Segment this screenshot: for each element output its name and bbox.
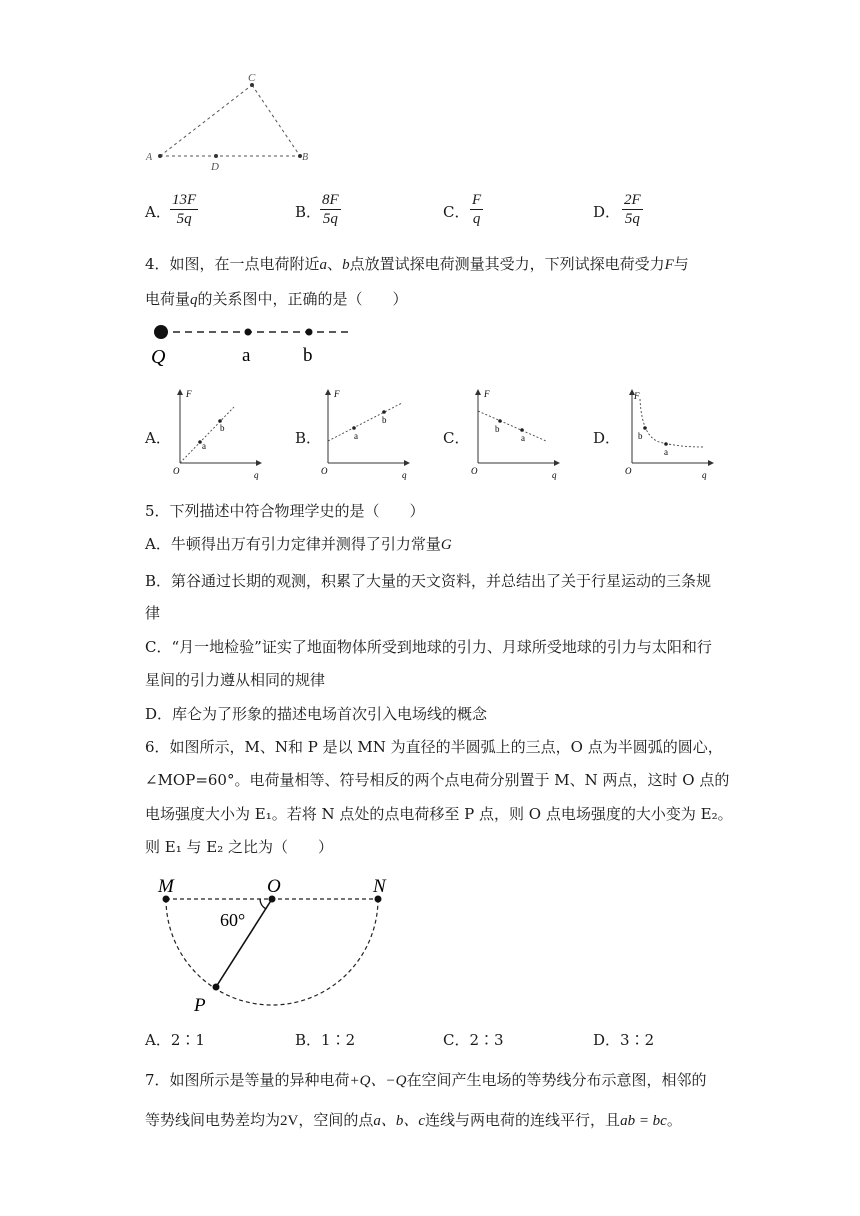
q6-stem-line4: 则 E₁ 与 E₂ 之比为（ ） xyxy=(145,838,333,856)
q5-option-c-line1: C．“月一地检验”证实了地面物体所受到地球的引力、月球所受地球的引力与太阳和行 xyxy=(145,638,712,656)
svg-text:a: a xyxy=(202,441,206,451)
q5-stem: 5．下列描述中符合物理学史的是（ ） xyxy=(145,502,425,520)
svg-text:q: q xyxy=(402,470,407,480)
q6-stem-line2: ∠MOP=60°。电荷量相等、符号相反的两个点电荷分别置于 M、N 两点，这时 O 点的 xyxy=(145,771,730,789)
q4-stem-line2: 电荷量q的关系图中，正确的是（ ） xyxy=(145,290,408,308)
svg-text:O: O xyxy=(471,466,478,476)
svg-text:F: F xyxy=(186,389,192,399)
q4-option-d: D． xyxy=(593,429,621,447)
svg-text:O: O xyxy=(173,466,180,476)
charge-q-label: Q xyxy=(151,346,166,368)
svg-text:a: a xyxy=(521,433,525,443)
q5-option-c-line2: 星间的引力遵从相同的规律 xyxy=(145,671,326,689)
q6-option-d: D．3∶2 xyxy=(593,1031,655,1049)
charge-line-figure xyxy=(145,318,365,368)
svg-text:O: O xyxy=(321,466,328,476)
charge-q-dot xyxy=(154,325,168,339)
svg-text:a: a xyxy=(664,447,668,457)
label-p: P xyxy=(194,995,206,1016)
graph-d xyxy=(620,385,720,485)
q4-option-a: A． xyxy=(145,429,171,447)
graph-a xyxy=(168,385,268,485)
charge-a-dot xyxy=(245,329,252,336)
q3-option-a-fraction: $\frac{13F}{5q}$ xyxy=(172,192,197,227)
svg-text:q: q xyxy=(552,470,557,480)
label-n: N xyxy=(373,876,386,897)
q5-option-b-line1: B．第谷通过长期的观测，积累了大量的天文资料，并总结出了关于行星运动的三条规 xyxy=(145,572,712,590)
q4-option-b: B． xyxy=(295,429,322,447)
svg-text:O: O xyxy=(625,466,632,476)
label-o: O xyxy=(267,876,281,897)
charge-b-label: b xyxy=(303,345,313,366)
q3-option-c-fraction: $\frac{F}{q}$ xyxy=(472,192,482,227)
q3-option-b-fraction: $\frac{8F}{5q}$ xyxy=(322,192,339,227)
label-b: B xyxy=(302,152,309,163)
angle-label: 60° xyxy=(220,910,246,930)
label-m: M xyxy=(158,876,174,897)
label-d: D xyxy=(211,161,219,173)
q5-option-a: A．牛顿得出万有引力定律并测得了引力常量G xyxy=(145,535,452,553)
label-a: A xyxy=(146,152,153,163)
svg-text:F: F xyxy=(484,389,490,399)
q5-option-b-line2: 律 xyxy=(145,604,161,622)
charge-b-dot xyxy=(306,329,313,336)
q5-option-d: D．库仑为了形象的描述电场首次引入电场线的概念 xyxy=(145,705,488,723)
q6-stem-line3: 电场强度大小为 E₁。若将 N 点处的点电荷移至 P 点，则 O 点电场强度的大小变为 E₂。 xyxy=(145,805,733,823)
triangle-figure xyxy=(140,70,330,180)
q4-option-c: C． xyxy=(443,429,470,447)
svg-text:a: a xyxy=(354,431,358,441)
svg-text:b: b xyxy=(638,431,643,441)
q3-option-a-letter: A． xyxy=(145,203,171,221)
svg-text:F: F xyxy=(634,391,640,401)
q3-option-c-letter: C． xyxy=(443,203,470,221)
q6-option-a: A．2∶1 xyxy=(145,1031,205,1049)
label-c: C xyxy=(248,72,256,84)
q7-stem-line1: 7．如图所示是等量的异种电荷+Q、−Q在空间产生电场的等势线分布示意图，相邻的 xyxy=(145,1071,707,1089)
svg-text:b: b xyxy=(382,415,387,425)
q4-stem-line1: 4．如图，在一点电荷附近a、b点放置试探电荷测量其受力，下列试探电荷受力F与 xyxy=(145,255,689,273)
svg-text:q: q xyxy=(254,470,259,480)
graph-b xyxy=(316,385,416,485)
q3-option-b-letter: B． xyxy=(295,203,322,221)
graph-c xyxy=(466,385,566,485)
q6-option-b: B．1∶2 xyxy=(295,1031,356,1049)
q6-stem-line1: 6．如图所示，M、N和 P 是以 MN 为直径的半圆弧上的三点，O 点为半圆弧的圆心， xyxy=(145,738,723,756)
semicircle-figure xyxy=(150,868,410,1018)
q3-option-d-letter: D． xyxy=(593,203,621,221)
charge-a-label: a xyxy=(242,345,251,366)
svg-text:q: q xyxy=(702,470,707,480)
svg-text:b: b xyxy=(220,423,225,433)
svg-text:b: b xyxy=(495,424,500,434)
q7-stem-line2: 等势线间电势差均为2V，空间的点a、b、c连线与两电荷的连线平行，且ab = bc。 xyxy=(145,1111,682,1129)
q3-option-d-fraction: $\frac{2F}{5q}$ xyxy=(624,192,641,227)
svg-text:F: F xyxy=(334,389,340,399)
q6-option-c: C．2∶3 xyxy=(443,1031,504,1049)
